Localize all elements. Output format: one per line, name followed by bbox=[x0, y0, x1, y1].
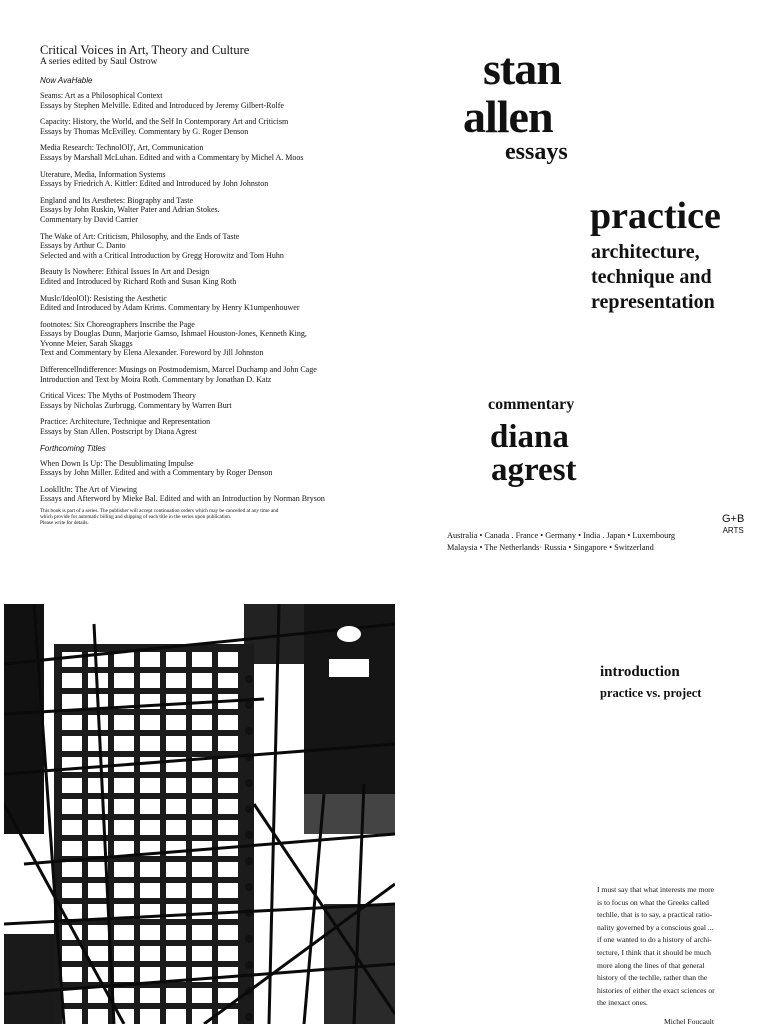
facade-window bbox=[140, 988, 160, 1003]
facade-window bbox=[114, 946, 134, 961]
facade-window bbox=[62, 883, 82, 898]
book-title: practice bbox=[590, 195, 721, 237]
publisher-logo bbox=[722, 514, 744, 536]
facade-window bbox=[192, 883, 212, 898]
series-editor: A series edited by Saul Ostrow bbox=[40, 57, 158, 67]
facade-window bbox=[166, 820, 186, 835]
entry-credit: Introduction and Text by Moira Roth. Commentary by Jonathan D. Katz bbox=[40, 374, 272, 384]
entry-title: Seams: Art as a Philosophical Context bbox=[40, 91, 163, 100]
quote-line: the inexact ones. bbox=[597, 998, 648, 1008]
building-scaffold-photo bbox=[4, 604, 395, 1024]
commentary-label: commentary bbox=[488, 396, 575, 413]
quote-line: is to focus on what the Greeks called bbox=[597, 897, 709, 907]
publisher-logo-bottom: ARTS bbox=[722, 526, 744, 535]
facade-dot bbox=[245, 935, 253, 943]
series-entry bbox=[40, 320, 370, 358]
entry-credit: Essays by John Ruskin, Walter Pater and Adrian Stokes. bbox=[40, 205, 220, 215]
facade-dot bbox=[245, 805, 253, 813]
facade-window bbox=[114, 715, 134, 730]
facade-dot bbox=[245, 727, 253, 735]
facade-dot bbox=[245, 857, 253, 865]
facade-window bbox=[114, 883, 134, 898]
facade-window bbox=[88, 1009, 108, 1024]
facade-window bbox=[166, 862, 186, 877]
facade-window bbox=[62, 967, 82, 982]
quote-line: I must say that what interests me more bbox=[597, 885, 715, 894]
facade-window bbox=[88, 778, 108, 793]
entry-credit: Essays by Marshall McLuhan. Edited and with a Commentary by Michel A. Moos bbox=[40, 152, 304, 162]
entry-title: Beauty Is Nowhere: Ethical Issues In Art and Design bbox=[40, 267, 210, 277]
facade-window bbox=[218, 778, 238, 793]
facade-window bbox=[166, 694, 186, 709]
entry-title: LooklltJn: The Art of Viewing bbox=[40, 484, 137, 494]
facade-window bbox=[140, 736, 160, 751]
facade-window bbox=[218, 967, 238, 982]
facade-window bbox=[88, 946, 108, 961]
entry-credit: Commentary by David Carrier bbox=[40, 214, 138, 224]
facade-window bbox=[218, 757, 238, 772]
facade-window bbox=[192, 946, 212, 961]
entry-credit: Essays and Afterword by Mieke Bal. Edited and with an Introduction by Norman Bryson bbox=[40, 494, 325, 504]
entry-credit: Essays by Nicholas Zurbrugg. Commentary by Warren Burt bbox=[40, 400, 232, 410]
facade-window bbox=[140, 715, 160, 730]
facade-window bbox=[140, 652, 160, 667]
facade-window bbox=[140, 778, 160, 793]
entry-credit: Edited and Introduced by Adam Krims. Commentary by Henry K1umpenhouwer bbox=[40, 303, 300, 313]
series-entry bbox=[40, 417, 370, 436]
entry-title: When Down Is Up: The Desublimating Impulse bbox=[40, 458, 194, 468]
facade-window bbox=[88, 904, 108, 919]
facade-window bbox=[192, 988, 212, 1003]
facade-window bbox=[62, 736, 82, 751]
entry-credit: Essays by Thomas McEvilley. Commentary by G. Roger Denson bbox=[40, 126, 249, 136]
facade-dot bbox=[245, 675, 253, 683]
facade-window bbox=[166, 736, 186, 751]
series-listing bbox=[40, 44, 370, 526]
available-titles-list bbox=[40, 91, 370, 437]
now-available-label: Now AvaHable bbox=[40, 76, 93, 85]
subtitle-line-1: architecture, bbox=[591, 241, 700, 263]
facade-window bbox=[218, 736, 238, 751]
series-entry bbox=[40, 143, 370, 162]
facade-window bbox=[114, 841, 134, 856]
facade-window bbox=[62, 715, 82, 730]
facade-window bbox=[218, 652, 238, 667]
facade-window bbox=[166, 883, 186, 898]
commentator-first-name: diana bbox=[490, 419, 569, 455]
facade-window bbox=[218, 799, 238, 814]
facade-window bbox=[192, 799, 212, 814]
facade-dot bbox=[245, 883, 253, 891]
series-fineprint bbox=[40, 509, 320, 526]
series-entry bbox=[40, 170, 370, 189]
facade-window bbox=[140, 967, 160, 982]
entry-title: Muslc/IdeolOl): Resisting the Aesthetic bbox=[40, 293, 167, 303]
facade-window bbox=[62, 946, 82, 961]
essays-label: essays bbox=[505, 139, 568, 165]
facade-window bbox=[140, 673, 160, 688]
facade-window bbox=[114, 925, 134, 940]
facade-window bbox=[62, 673, 82, 688]
series-entry bbox=[40, 267, 370, 286]
facade-window bbox=[166, 988, 186, 1003]
forthcoming-label: Forthcoming Titles bbox=[40, 443, 106, 453]
facade-dot bbox=[245, 961, 253, 969]
commentator-last-name: agrest bbox=[491, 452, 577, 488]
facade-window bbox=[192, 652, 212, 667]
facade-dot bbox=[245, 1013, 253, 1021]
facade-window bbox=[88, 883, 108, 898]
facade-window bbox=[192, 715, 212, 730]
facade-window bbox=[62, 841, 82, 856]
entry-credit: Essays by Stan Allen. Postscript by Diana Agrest bbox=[40, 427, 197, 437]
facade-window bbox=[62, 694, 82, 709]
series-title: Critical Voices in Art, Theory and Culture bbox=[40, 43, 250, 57]
facade-window bbox=[114, 988, 134, 1003]
countries-line-1: Australia • Canada . France • Germany • India . Japan • Luxembourg bbox=[447, 531, 676, 540]
subtitle-line-2: technique and bbox=[591, 266, 712, 288]
quote-line: techlle, that is to say, a practical ratio- bbox=[597, 910, 713, 920]
fineprint-line: This book is part of a series. The publisher will accept continuation orders which may be cancelled at any time and bbox=[40, 508, 279, 514]
facade-window bbox=[140, 799, 160, 814]
series-entry bbox=[40, 294, 370, 313]
introduction-heading: introduction bbox=[600, 664, 680, 680]
quote-line: more along the lines of that general bbox=[597, 960, 705, 970]
facade-window bbox=[166, 652, 186, 667]
facade-window bbox=[140, 1009, 160, 1024]
facade-window bbox=[218, 715, 238, 730]
entry-credit: Essays by Stephen Melville. Edited and Introduced by Jeremy Gilbert-Rolfe bbox=[40, 100, 284, 110]
entry-title: footnotes: Six Choreographers Inscribe the Page bbox=[40, 319, 195, 329]
entry-credit: Selected and with a Critical Introduction by Gregg Horowitz and Tom Huhn bbox=[40, 250, 284, 260]
entry-title: The Wake of Art: Criticism, Philosophy, and the Ends of Taste bbox=[40, 231, 240, 241]
facade-window bbox=[192, 862, 212, 877]
entry-credit: Edited and Introduced by Richard Roth and Susan King Roth bbox=[40, 276, 237, 286]
author-first-name: stan bbox=[483, 43, 561, 94]
quote-line: histories of either the exact sciences or bbox=[597, 985, 715, 995]
facade-window bbox=[218, 883, 238, 898]
facade-window bbox=[192, 778, 212, 793]
facade-window bbox=[114, 862, 134, 877]
quote-line: tecture, I think that it should be much bbox=[597, 947, 711, 957]
subtitle-line-3: representation bbox=[591, 291, 715, 313]
publisher-logo-top: G+B bbox=[722, 513, 745, 525]
facade-window bbox=[218, 862, 238, 877]
facade-window bbox=[62, 799, 82, 814]
facade-window bbox=[140, 883, 160, 898]
entry-title: Differencellndifference: Musings on Postmodemism, Marcel Duchamp and John Cage bbox=[40, 365, 317, 375]
forthcoming-titles-list bbox=[40, 459, 370, 504]
facade-window bbox=[166, 715, 186, 730]
entry-credit: Essays by Douglas Dunn, Marjorie Gamso, Ishmael Houston-Jones, Kenneth King, bbox=[40, 329, 307, 339]
quote-line: if one wanted to do a history of archi- bbox=[597, 935, 712, 945]
facade-window bbox=[114, 820, 134, 835]
facade-window bbox=[62, 820, 82, 835]
facade-window bbox=[166, 778, 186, 793]
entry-title: England and Its Aesthetes: Biography and Taste bbox=[40, 195, 194, 205]
author-last-name: allen bbox=[463, 91, 553, 142]
facade-dot bbox=[245, 831, 253, 839]
facade-window bbox=[218, 946, 238, 961]
facade-window bbox=[140, 925, 160, 940]
facade-window bbox=[192, 820, 212, 835]
introduction-subheading: practice vs. project bbox=[600, 686, 702, 700]
facade-window bbox=[166, 673, 186, 688]
facade-window bbox=[166, 946, 186, 961]
facade-window bbox=[192, 673, 212, 688]
quote-line: history of the techlle, rather than the bbox=[597, 973, 708, 983]
entry-title: Uterature, Media, Information Systems bbox=[40, 169, 166, 179]
entry-credit: Essays by Arthur C. Danto bbox=[40, 241, 126, 251]
facade-window bbox=[114, 673, 134, 688]
facade-window bbox=[166, 1009, 186, 1024]
facade-window bbox=[114, 652, 134, 667]
entry-title: Capacity: History, the World, and the Self In Contemporary Art and Criticism bbox=[40, 117, 289, 127]
facade-window bbox=[62, 862, 82, 877]
entry-credit: Essays by John Miller. Edited and with a Commentary by Roger Denson bbox=[40, 468, 273, 478]
facade-window bbox=[62, 778, 82, 793]
facade-window bbox=[166, 799, 186, 814]
facade-window bbox=[114, 736, 134, 751]
facade-window bbox=[140, 862, 160, 877]
facade-window bbox=[192, 904, 212, 919]
facade-dot bbox=[245, 701, 253, 709]
facade-window bbox=[62, 652, 82, 667]
entry-credit: Text and Commentary by Elena Alexander. Foreword by Jill Johnston bbox=[40, 348, 264, 358]
entry-credit: Essays by Friedrich A. Kittler: Edited and Introduced by John Johnston bbox=[40, 179, 269, 189]
facade-window bbox=[218, 925, 238, 940]
entry-title: Media Research: TechnolOl)', Art, Communication bbox=[40, 143, 204, 153]
quote-line: nality governed by a conscious goal ... bbox=[597, 922, 714, 932]
facade-window bbox=[166, 925, 186, 940]
countries-line-2: Malaysia • The Netherlands· Russia • Singapore • Switzerland bbox=[447, 543, 654, 552]
facade-dot bbox=[245, 779, 253, 787]
facade-window bbox=[114, 778, 134, 793]
facade-window bbox=[192, 736, 212, 751]
series-entry bbox=[40, 232, 370, 261]
entry-title: Critical Vices: The Myths of Postmodem Theory bbox=[40, 391, 196, 401]
facade-window bbox=[114, 967, 134, 982]
series-entry bbox=[40, 459, 370, 478]
countries-list bbox=[447, 530, 675, 554]
facade-window bbox=[140, 820, 160, 835]
facade-window bbox=[88, 757, 108, 772]
epigraph-quote bbox=[597, 884, 725, 1010]
entry-title: Practice: Architecture, Technique and Representation bbox=[40, 417, 211, 427]
series-entry bbox=[40, 196, 370, 225]
facade-window bbox=[192, 925, 212, 940]
facade-window bbox=[218, 673, 238, 688]
facade-window bbox=[88, 799, 108, 814]
series-entry bbox=[40, 365, 370, 384]
facade-window bbox=[218, 820, 238, 835]
facade-window bbox=[140, 946, 160, 961]
series-entry bbox=[40, 485, 370, 504]
series-entry bbox=[40, 117, 370, 136]
facade-window bbox=[88, 736, 108, 751]
epigraph-author: Michel Foucault bbox=[664, 1017, 714, 1026]
facade-window bbox=[114, 799, 134, 814]
facade-window bbox=[88, 925, 108, 940]
fineprint-line: which provide for automatic billing and shipping of each title in the series upon publication. bbox=[40, 513, 232, 520]
entry-credit: Yvonne Meier, Sarah Skaggs bbox=[40, 338, 133, 348]
series-entry bbox=[40, 91, 370, 110]
series-entry bbox=[40, 391, 370, 410]
fineprint-line: Please write for details. bbox=[40, 519, 89, 526]
